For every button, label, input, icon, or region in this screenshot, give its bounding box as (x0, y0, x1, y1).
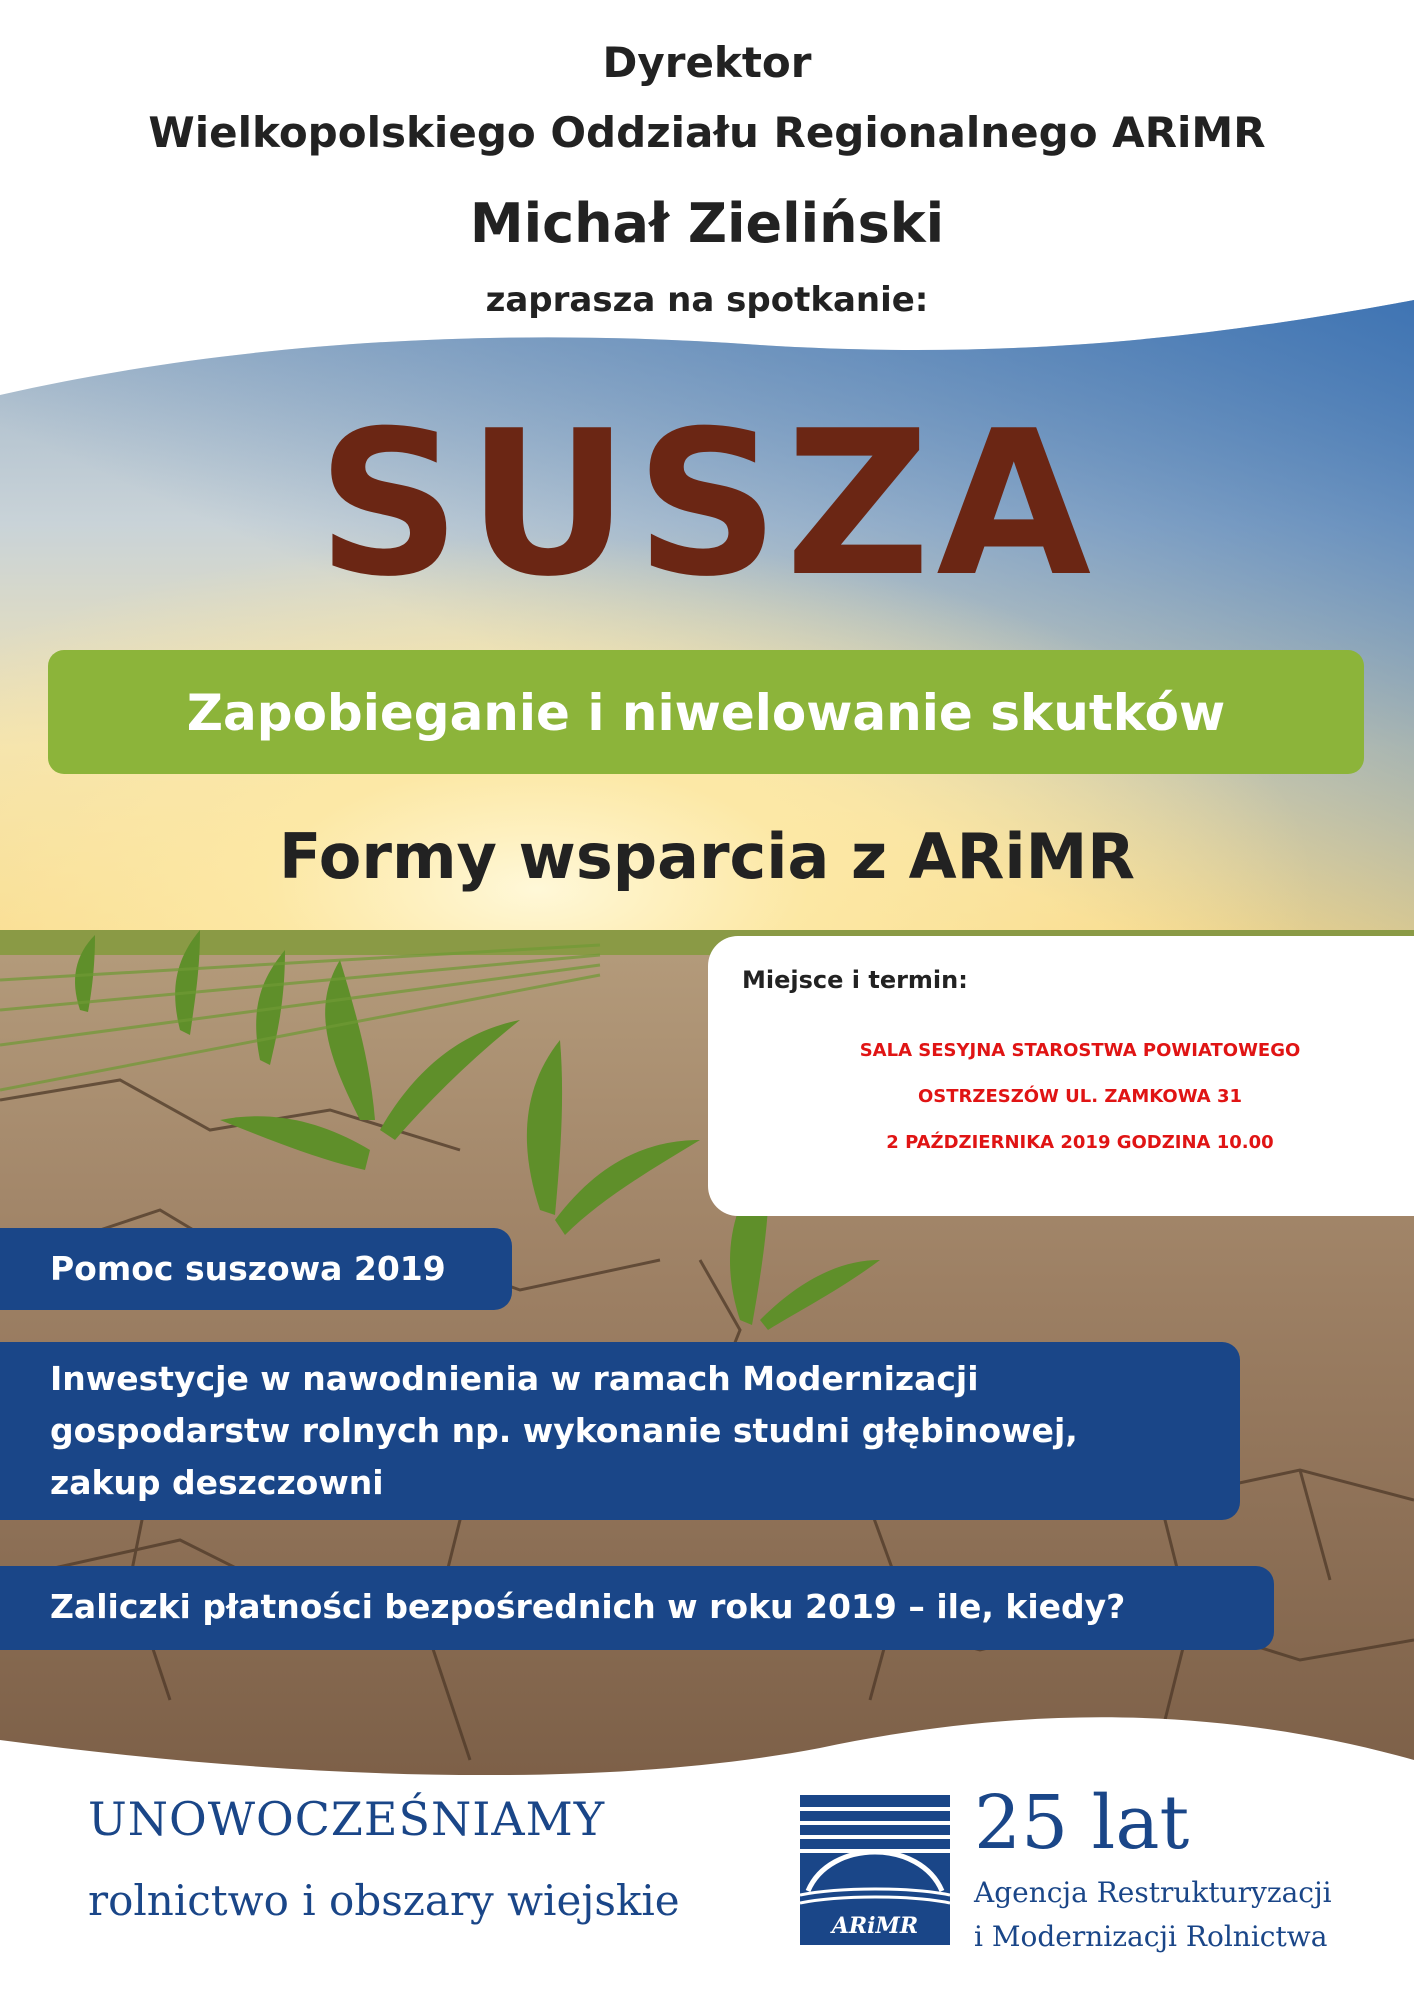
agency-name-line1: Agencja Restrukturyzacji (974, 1876, 1332, 1909)
header-title: Dyrektor (602, 38, 812, 87)
arimr-logo-icon (800, 1795, 950, 1945)
main-title: SUSZA (316, 388, 1098, 621)
header-invitation: zaprasza na spotkanie: (485, 280, 929, 320)
anniversary-years: 25 lat (974, 1780, 1190, 1866)
place-address: OSTRZESZÓW UL. ZAMKOWA 31 (917, 1086, 1242, 1107)
slogan-agriculture: rolnictwo i obszary wiejskie (88, 1876, 680, 1925)
place-heading: Miejsce i termin: (742, 966, 968, 994)
topic-irrigation-line3: zakup deszczowni (50, 1463, 384, 1502)
place-date-time: 2 PAŹDZIERNIKA 2019 GODZINA 10.00 (886, 1132, 1274, 1153)
agency-name-line2: i Modernizacji Rolnictwa (974, 1920, 1328, 1953)
topic-advance-payments: Zaliczki płatności bezpośrednich w roku 2019 – ile, kiedy? (50, 1587, 1126, 1626)
header-person-name: Michał Zieliński (469, 192, 945, 255)
slogan-modernizing: UNOWOCZEŚNIAMY (88, 1792, 606, 1846)
topic-irrigation-line2: gospodarstw rolnych np. wykonanie studni głębinowej, (50, 1411, 1078, 1450)
topic-drought-aid: Pomoc suszowa 2019 (50, 1249, 446, 1288)
header-organization: Wielkopolskiego Oddziału Regionalnego ARiMR (148, 108, 1266, 157)
support-forms-heading: Formy wsparcia z ARiMR (278, 820, 1136, 893)
subtitle-text: Zapobieganie i niwelowanie skutków (186, 684, 1226, 742)
place-venue: SALA SESYJNA STAROSTWA POWIATOWEGO (859, 1040, 1301, 1061)
logo-text: ARiMR (831, 1913, 919, 1939)
topic-irrigation-line1: Inwestycje w nawodnienia w ramach Modernizacji (50, 1359, 979, 1398)
